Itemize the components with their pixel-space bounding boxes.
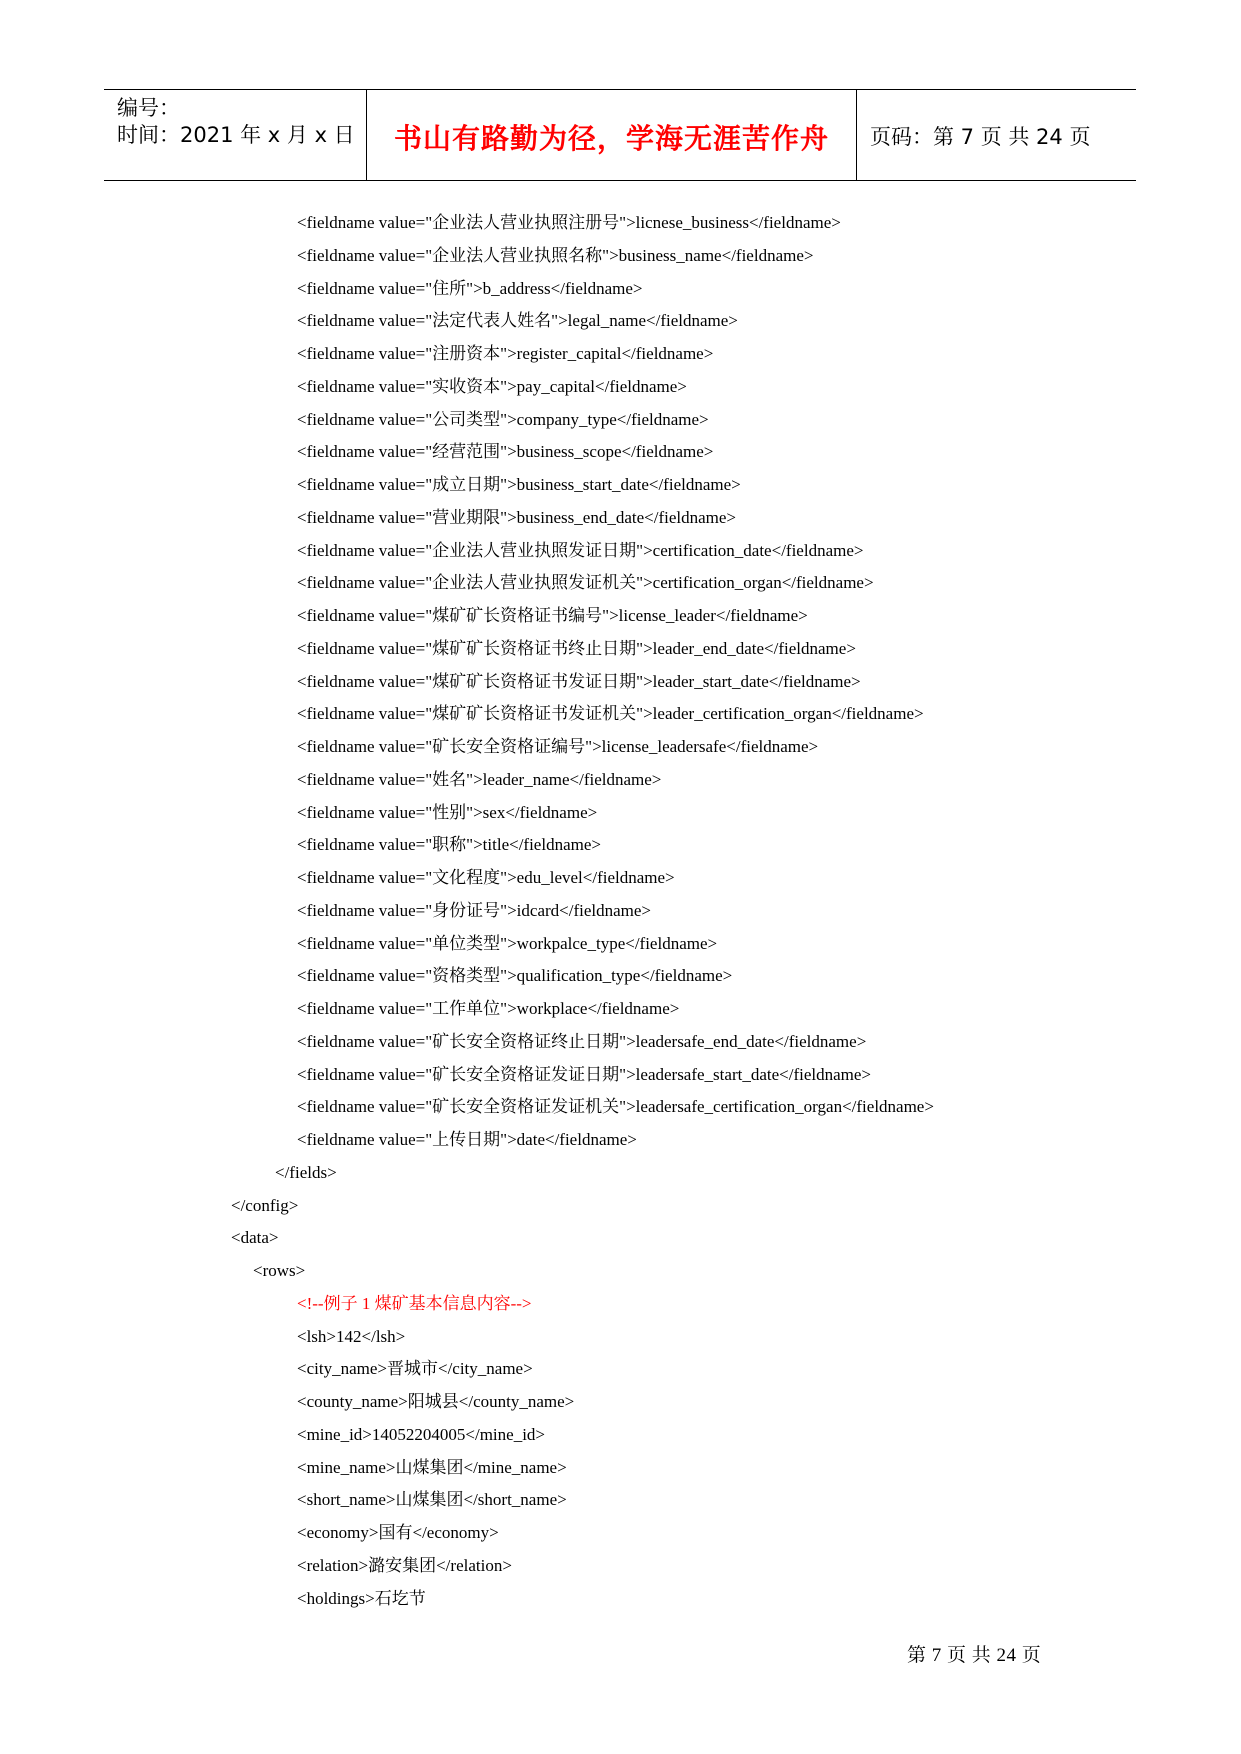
header-table [104,89,1136,181]
code-line: <short_name>山煤集团</short_name> [297,1490,567,1510]
code-line: <rows> [253,1261,306,1280]
code-line: <fieldname value="性别">sex</fieldname> [297,802,598,822]
code-line: <fieldname value="资格类型">qualification_type</fieldname> [297,966,733,986]
document-number-label: 编号： [117,96,180,120]
header-info-cell [104,90,367,180]
code-line: <fieldname value="上传日期">date</fieldname> [297,1130,637,1149]
header-motto-cell [367,90,857,180]
code-line: </fields> [275,1162,337,1182]
header-motto: 书山有路勤为径，学海无涯苦作舟 [393,122,829,155]
code-line: <fieldname value="注册资本">register_capital</fieldname> [297,344,714,363]
code-line: <mine_name>山煤集团</mine_name> [297,1457,567,1477]
code-line: <fieldname value="煤矿矿长资格证书终止日期">leader_end_date</fieldname> [297,638,856,658]
code-line: <fieldname value="企业法人营业执照发证机关">certification_organ</fieldname> [297,573,874,593]
code-line: <fieldname value="经营范围">business_scope</fieldname> [297,442,714,462]
code-line: <fieldname value="矿长安全资格证编号">license_leadersafe</fieldname> [297,737,819,756]
code-line: <fieldname value="单位类型">workpalce_type</fieldname> [297,933,718,953]
code-line: <fieldname value="煤矿矿长资格证书发证日期">leader_start_date</fieldname> [297,671,861,691]
code-line: <fieldname value="企业法人营业执照名称">business_name</fieldname> [297,245,814,265]
code-line: <data> [231,1228,279,1248]
code-line: <fieldname value="姓名">leader_name</fieldname> [297,769,662,789]
code-line: <relation>潞安集团</relation> [297,1555,512,1575]
code-line: <fieldname value="公司类型">company_type</fieldname> [297,409,709,429]
code-line: <fieldname value="职称">title</fieldname> [297,835,601,855]
code-line: <fieldname value="矿长安全资格证终止日期">leadersafe_end_date</fieldname> [297,1031,867,1051]
page-footer: 第 7 页 共 24 页 [907,1645,1042,1666]
code-line: <fieldname value="成立日期">business_start_date</fieldname> [297,475,741,494]
code-line: <county_name>阳城县</county_name> [297,1392,575,1411]
code-line: <fieldname value="企业法人营业执照发证日期">certification_date</fieldname> [297,540,864,560]
code-line: <fieldname value="矿长安全资格证发证机关">leadersafe_certification_organ</fieldname> [297,1097,934,1117]
code-line: <fieldname value="工作单位">workplace</fieldname> [297,999,680,1018]
document-time-label: 时间：2021 年 x 月 x 日 [117,123,355,147]
code-line: <city_name>晋城市</city_name> [297,1359,533,1379]
code-line: <fieldname value="矿长安全资格证发证日期">leadersafe_start_date</fieldname> [297,1064,872,1084]
code-line: <mine_id>14052204005</mine_id> [297,1424,546,1444]
code-line: <fieldname value="文化程度">edu_level</fieldname> [297,868,675,887]
code-line: <economy>国有</economy> [297,1523,499,1542]
code-line: <fieldname value="身份证号">idcard</fieldname> [297,900,652,920]
header-page-cell [857,90,1136,180]
code-line: </config> [231,1195,299,1215]
code-line: <fieldname value="住所">b_address</fieldname> [297,278,643,298]
code-line: <fieldname value="法定代表人姓名">legal_name</fieldname> [297,311,738,331]
header-page-number: 页码：第 7 页 共 24 页 [870,125,1091,149]
code-line: <holdings>石圪节 [297,1588,426,1608]
code-line: <fieldname value="煤矿矿长资格证书发证机关">leader_certification_organ</fieldname> [297,704,924,724]
code-line: <fieldname value="实收资本">pay_capital</fieldname> [297,376,687,396]
code-line: <fieldname value="营业期限">business_end_date</fieldname> [297,507,737,527]
code-comment-line: <!--例子 1 煤矿基本信息内容--> [297,1293,532,1313]
code-line: <fieldname value="煤矿矿长资格证书编号">license_leader</fieldname> [297,606,808,625]
code-line: <fieldname value="企业法人营业执照注册号">licnese_business</fieldname> [297,213,841,232]
code-line: <lsh>142</lsh> [297,1326,406,1346]
